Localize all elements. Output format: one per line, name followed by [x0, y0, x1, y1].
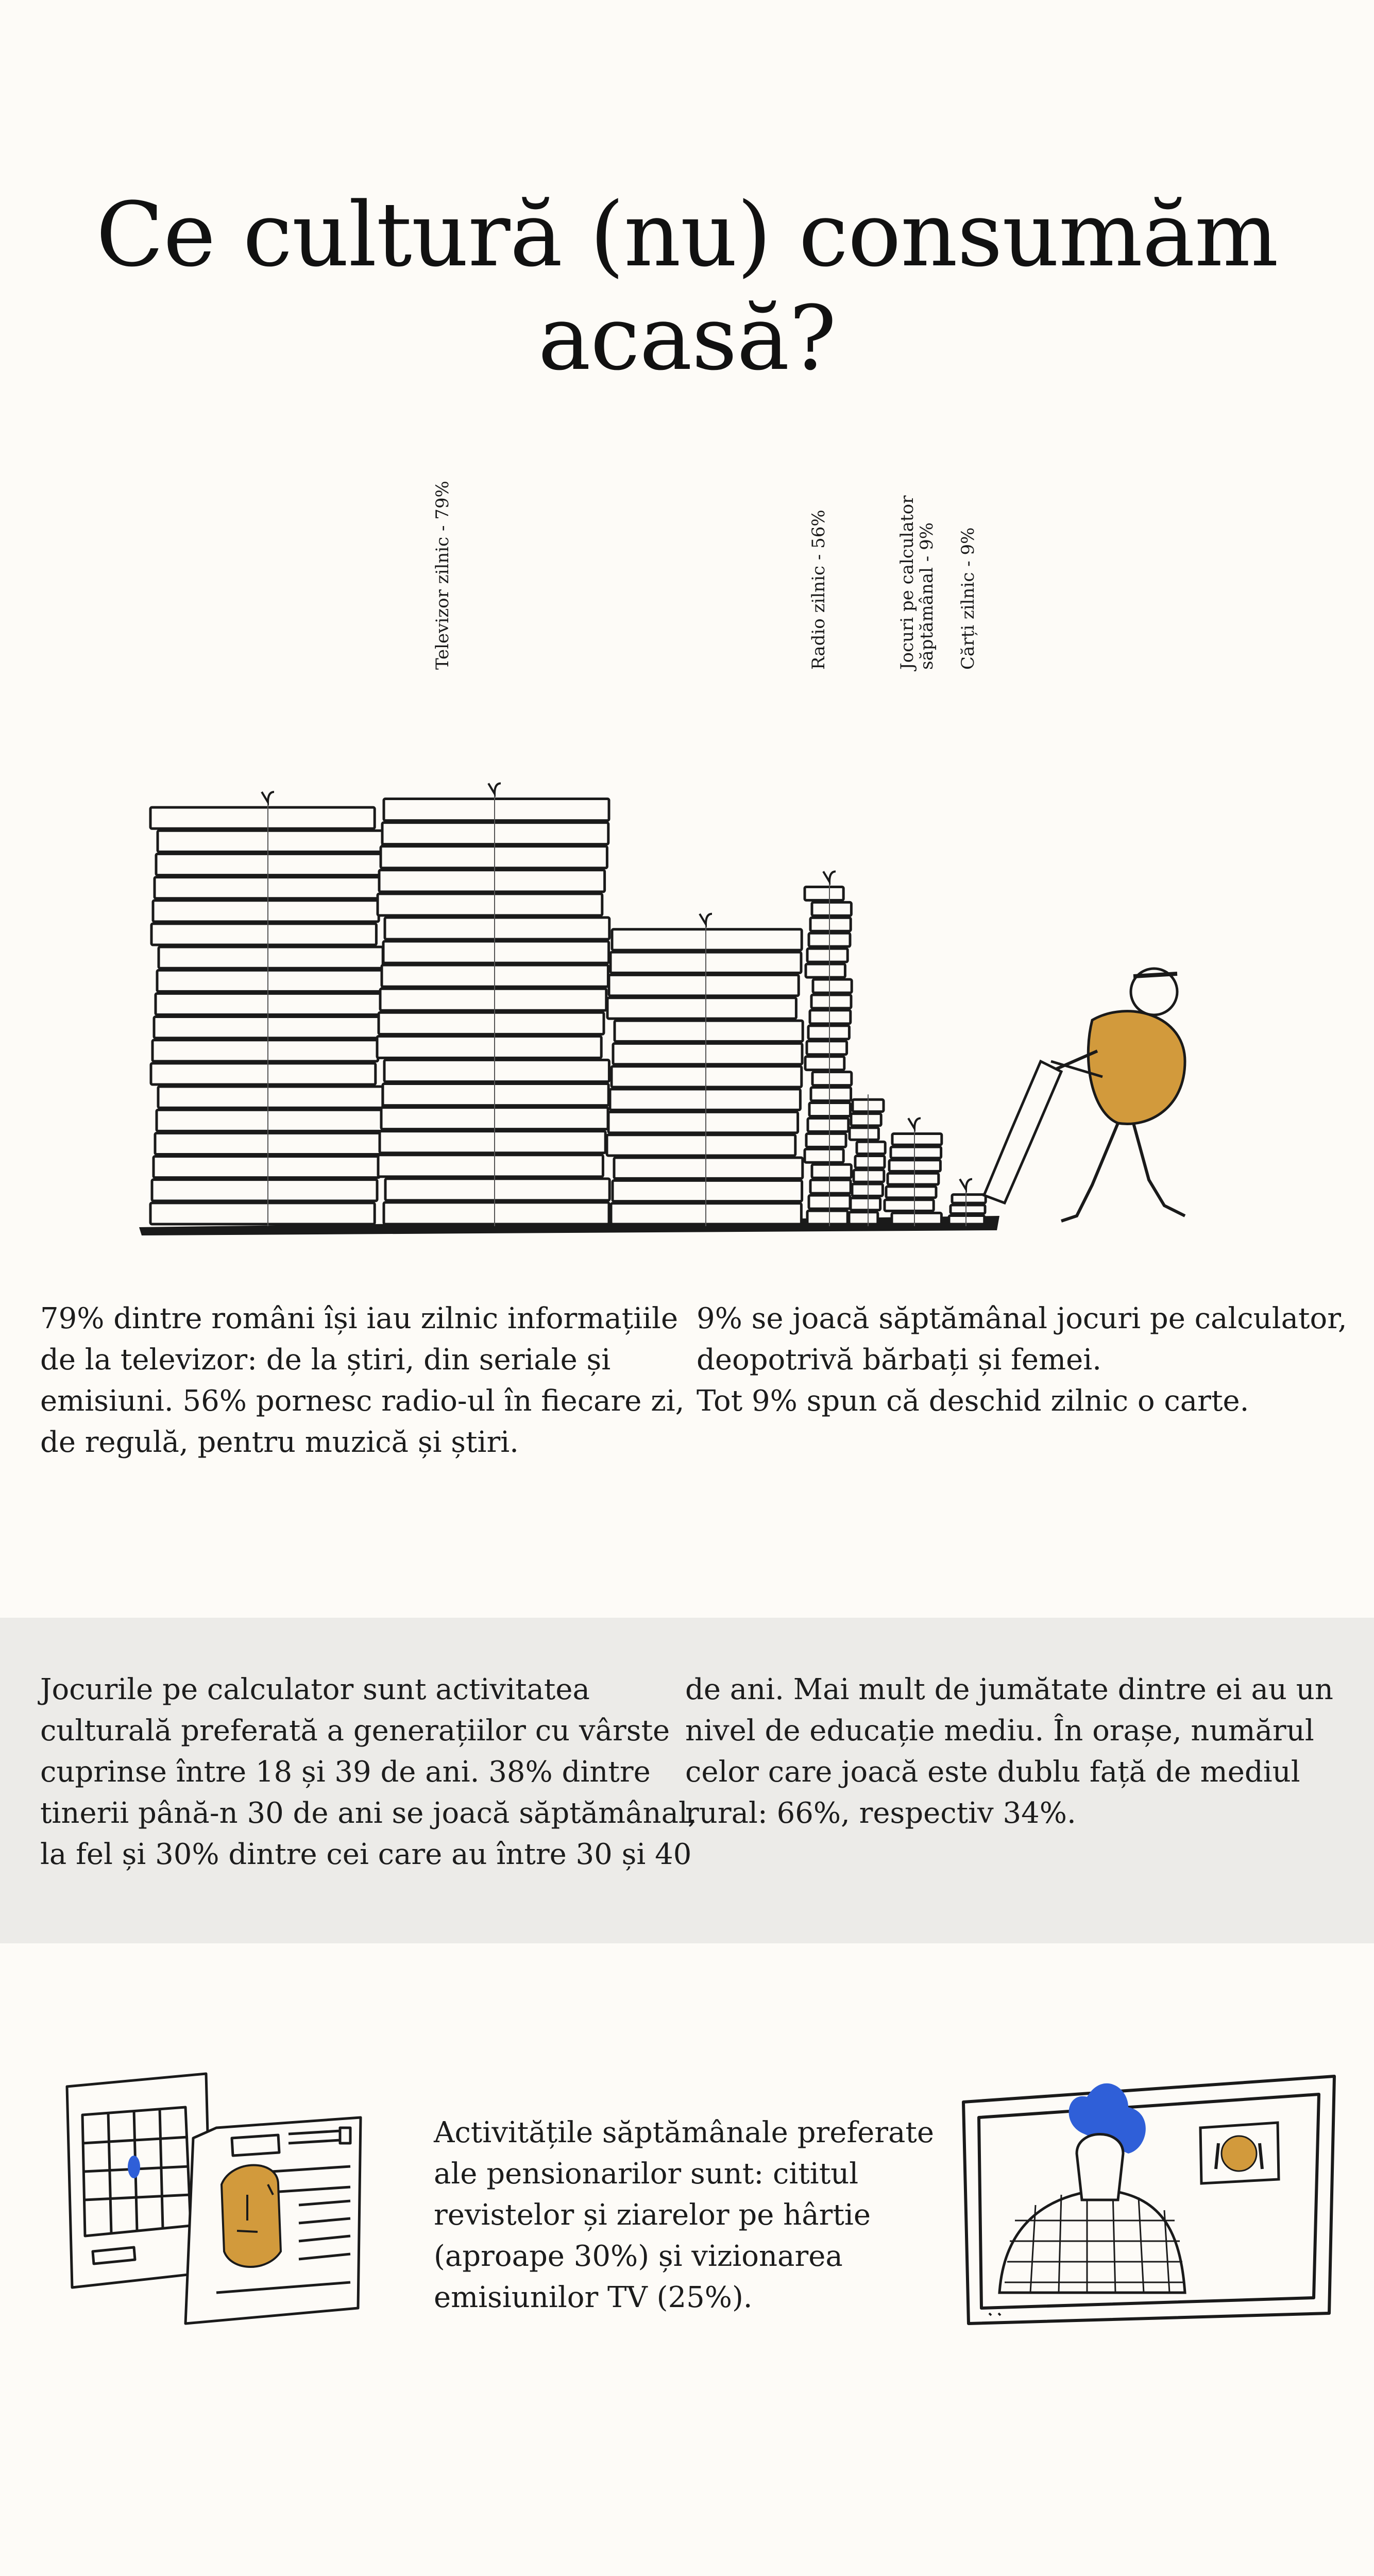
book — [607, 1135, 795, 1156]
text-line: la fel și 30% dintre cei care au între 30 și 40 — [40, 1838, 692, 1871]
book — [153, 901, 379, 922]
book — [951, 1205, 985, 1213]
book — [806, 1133, 846, 1147]
chart-svg — [0, 443, 1374, 1257]
book-stack — [805, 871, 852, 1226]
book — [885, 1200, 934, 1211]
book — [857, 1142, 885, 1154]
book — [892, 1213, 941, 1224]
text-line: cuprinse între 18 și 39 de ani. 38% dintre — [40, 1755, 651, 1789]
book-stack — [150, 792, 383, 1226]
book — [850, 1128, 878, 1140]
book — [381, 846, 607, 868]
book — [609, 975, 799, 995]
book — [608, 1112, 798, 1132]
category-label-line: Radio zilnic - 56% — [808, 510, 829, 670]
book — [379, 1012, 604, 1034]
text-line: de ani. Mai mult de jumătate dintre ei au un — [685, 1673, 1333, 1706]
newspaper-illustration — [62, 2066, 366, 2334]
text-line: rural: 66%, respectiv 34%. — [685, 1797, 1076, 1830]
book — [812, 1164, 851, 1178]
section1-right-text — [697, 1298, 1347, 1422]
book — [808, 1026, 849, 1039]
book — [377, 1036, 601, 1058]
book — [886, 1187, 936, 1198]
games-info-band — [0, 1618, 1374, 1943]
book — [150, 1203, 375, 1224]
book — [152, 1180, 377, 1201]
book — [384, 1060, 609, 1081]
text-line: emisiuni. 56% pornesc radio-ul în fiecare zi, — [40, 1384, 685, 1418]
book — [150, 807, 375, 828]
string-knot — [960, 1179, 972, 1190]
book — [612, 1066, 802, 1087]
page-title: Ce cultură (nu) consumăm acasă? — [96, 183, 1278, 390]
book-stack-chart — [0, 443, 1374, 1257]
book — [384, 1202, 609, 1224]
book — [158, 1087, 383, 1108]
text-line: Jocurile pe calculator sunt activitatea — [40, 1673, 590, 1706]
book — [811, 1088, 851, 1101]
book — [812, 1072, 852, 1086]
category-label-line: Cărți zilnic - 9% — [958, 527, 978, 670]
worker-stroke — [1133, 974, 1177, 976]
book — [380, 1131, 605, 1153]
text-line: revistelor și ziarelor pe hârtie — [434, 2198, 871, 2232]
worker-stroke — [1061, 1123, 1185, 1221]
category-label — [432, 481, 453, 670]
book — [151, 1063, 376, 1084]
worker-stroke — [1088, 1011, 1185, 1124]
text-line: ale pensionarilor sunt: cititul — [434, 2157, 859, 2191]
book — [384, 799, 609, 821]
worker-stroke — [984, 1061, 1061, 1203]
book — [805, 1057, 844, 1070]
book-stack — [377, 784, 609, 1227]
book — [383, 941, 609, 963]
book — [891, 1147, 941, 1158]
category-label — [808, 510, 829, 670]
book — [156, 993, 382, 1014]
book — [159, 947, 383, 968]
category-label-line: săptămânal - 9% — [917, 522, 937, 670]
string-knot — [908, 1118, 921, 1128]
book — [854, 1170, 884, 1182]
book — [807, 1211, 847, 1224]
book — [385, 1179, 609, 1200]
book — [810, 1010, 851, 1024]
book — [613, 1043, 802, 1064]
text-line: de regulă, pentru muzică și știri. — [40, 1426, 519, 1459]
section1-left-text — [40, 1298, 684, 1463]
book-stack — [849, 1094, 885, 1226]
book — [378, 894, 602, 916]
text-line: nivel de educație mediu. În orașe, numărul — [685, 1714, 1314, 1748]
book — [852, 1184, 883, 1196]
book — [849, 1212, 878, 1224]
book — [154, 1017, 380, 1038]
category-label — [958, 528, 978, 670]
book — [157, 970, 382, 991]
section3-text — [434, 2112, 934, 2318]
book — [888, 1173, 939, 1184]
book — [612, 929, 802, 950]
book — [615, 1021, 803, 1041]
book — [807, 1041, 847, 1055]
book — [812, 902, 851, 916]
book — [151, 924, 376, 945]
text-line: emisiunilor TV (25%). — [434, 2281, 753, 2314]
book — [805, 887, 843, 900]
book — [154, 1157, 380, 1178]
book — [851, 1198, 880, 1210]
text-line: tinerii până-n 30 de ani se joacă săptămânal, — [40, 1797, 697, 1830]
book — [156, 854, 382, 875]
category-label — [897, 495, 937, 671]
book — [378, 1155, 603, 1177]
book — [810, 918, 851, 931]
book — [607, 998, 796, 1019]
tv-screen-illustration — [958, 2066, 1339, 2334]
book — [158, 831, 382, 852]
book — [851, 1114, 881, 1126]
text-line: celor care joacă este dublu față de mediul — [685, 1755, 1300, 1789]
text-line: deopotrivă bărbați și femei. — [697, 1343, 1101, 1377]
text-line: Tot 9% spun că deschid zilnic o carte. — [697, 1384, 1249, 1418]
text-line: Activitățile săptămânale preferate — [434, 2116, 935, 2149]
book — [855, 1156, 885, 1168]
book-stack — [885, 1118, 942, 1226]
book-stack — [949, 1179, 986, 1226]
string-knot — [262, 792, 274, 802]
book — [808, 1118, 849, 1131]
text-line: 9% se joacă săptămânal jocuri pe calculator, — [697, 1302, 1347, 1335]
book — [379, 870, 605, 892]
worker-figure — [984, 969, 1185, 1221]
string-knot — [488, 784, 501, 794]
section2-left-text — [40, 1669, 697, 1875]
book — [892, 1133, 942, 1145]
book — [614, 1158, 803, 1178]
book — [157, 1110, 382, 1131]
text-line: culturală preferată a generațiilor cu vârste — [40, 1714, 670, 1748]
book — [382, 823, 608, 844]
text-line: de la televizor: de la știri, din seriale și — [40, 1343, 611, 1377]
text-line: 79% dintre români își iau zilnic informațiile — [40, 1302, 678, 1335]
book — [806, 964, 845, 977]
book — [952, 1195, 986, 1203]
string-knot — [700, 914, 712, 924]
book — [383, 1084, 608, 1106]
book-stack — [607, 914, 803, 1226]
book — [385, 918, 609, 939]
book — [152, 1040, 378, 1061]
book — [949, 1216, 985, 1224]
book — [805, 1149, 843, 1162]
book — [813, 979, 852, 993]
book — [807, 948, 847, 962]
book — [811, 995, 851, 1008]
book — [610, 1089, 800, 1110]
book — [380, 989, 606, 1010]
category-label-line: Televizor zilnic - 79% — [432, 481, 453, 670]
text-line: (aproape 30%) și vizionarea — [434, 2240, 843, 2273]
book — [810, 1180, 851, 1193]
category-label-line: Jocuri pe calculator — [897, 495, 918, 670]
book — [613, 1180, 802, 1201]
string-knot — [823, 871, 836, 882]
section2-right-text — [685, 1669, 1333, 1834]
